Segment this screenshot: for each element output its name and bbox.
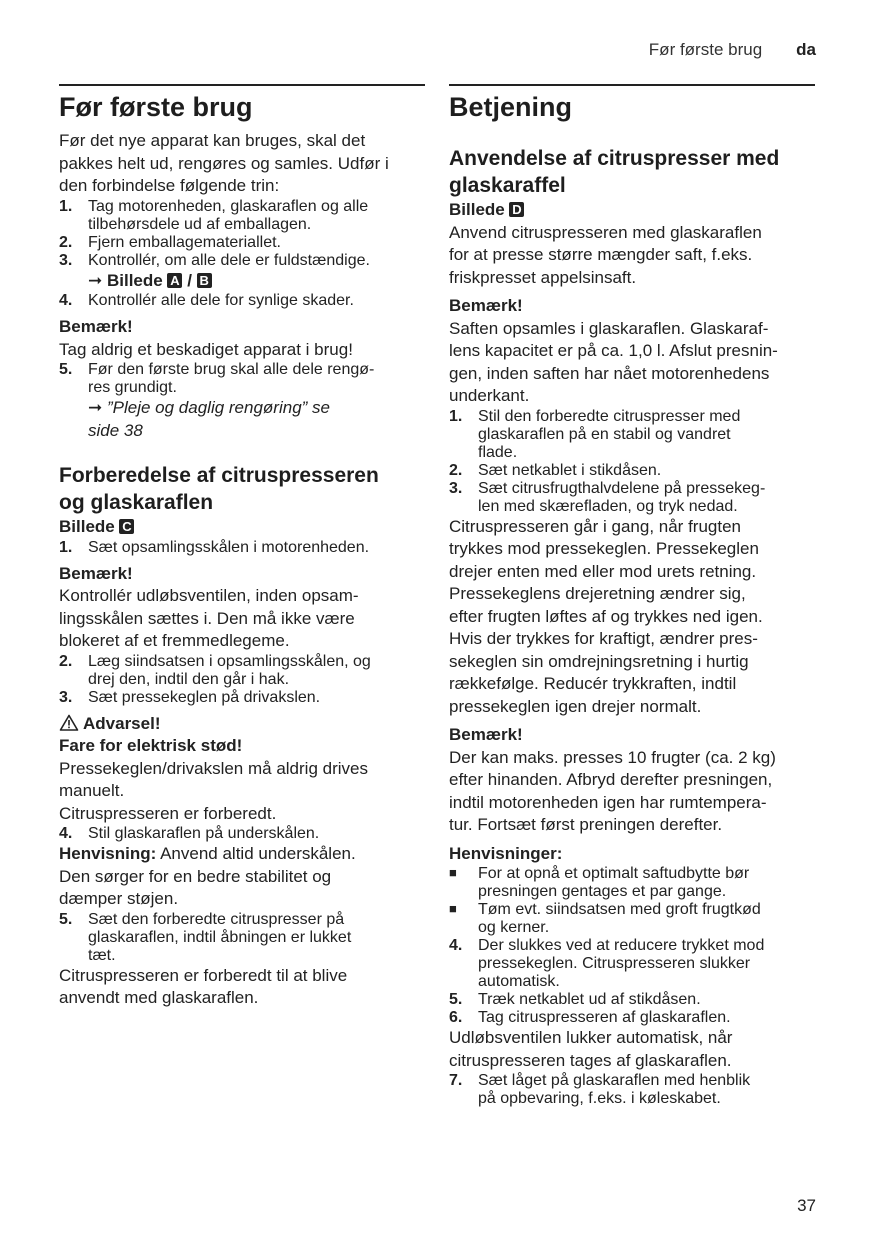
step-item: 2. Læg siindsatsen i opsamlingsskålen, og drej den, indtil den går i hak. bbox=[59, 652, 371, 688]
page-number: 37 bbox=[797, 1196, 816, 1215]
figure-box-c: C bbox=[119, 519, 134, 534]
step-item: 5. Før den første brug skal alle dele rengø- res grundigt. bbox=[59, 361, 375, 396]
step-item: 4. Der slukkes ved at reducere trykket mod pressekeglen. Citruspresseren slukker automatisk. bbox=[449, 937, 765, 990]
step-item: 1. Sæt opsamlingsskålen i motorenheden. bbox=[59, 538, 370, 556]
section-rule bbox=[59, 84, 425, 86]
step-item: 3. Sæt pressekeglen på drivakslen. bbox=[59, 688, 321, 706]
intro-line: den forbindelse følgende trin: bbox=[59, 176, 280, 195]
page-reference[interactable]: ➞ ”Pleje og daglig rengøring” se bbox=[88, 398, 330, 417]
hint-text: Henvisning: Anvend altid underskålen. bbox=[59, 844, 356, 863]
step-item: 5. Træk netkablet ud af stikdåsen. bbox=[449, 991, 701, 1008]
bullet-item: ■ For at opnå et optimalt saftudbytte bør presningen gentages et par gange. bbox=[449, 865, 750, 900]
page-reference[interactable]: side 38 bbox=[88, 420, 143, 440]
figure-box-b: B bbox=[197, 273, 212, 288]
step-item: 3. Sæt citrusfrugthalvdelene på pressekeg- len med skærefladen, og tryk nedad. bbox=[449, 479, 766, 515]
note-label: Bemærk! bbox=[59, 563, 133, 583]
subsection-title: Forberedelse af citruspresseren og glaskaraflen bbox=[59, 464, 379, 514]
right-title: Betjening bbox=[449, 92, 573, 122]
warning-icon bbox=[59, 714, 79, 731]
step-item: 4. Stil glaskaraflen på underskålen. bbox=[59, 825, 320, 842]
intro-line: Før det nye apparat kan bruges, skal det bbox=[59, 131, 366, 150]
figure-label: Billede C bbox=[59, 516, 425, 539]
subsection-title: Anvendelse af citruspresser med glaskaraffel bbox=[449, 147, 780, 197]
intro-line: pakkes helt ud, rengøres og samles. Udfør i bbox=[59, 153, 389, 173]
note-label: Bemærk! bbox=[449, 296, 523, 315]
note-label: Bemærk! bbox=[59, 317, 133, 336]
hints-label: Henvisninger: bbox=[449, 843, 563, 863]
step-item: 7. Sæt låget på glaskaraflen med henblik på opbevaring, f.eks. i køleskabet. bbox=[449, 1072, 751, 1107]
warning-subtitle: Fare for elektrisk stød! bbox=[59, 736, 243, 755]
running-header bbox=[649, 40, 816, 60]
step-item: 3. Kontrollér, om alle dele er fuldstændige. bbox=[59, 251, 370, 269]
note-text: Tag aldrig et beskadiget apparat i brug! bbox=[59, 339, 353, 359]
arrow-icon: ➞ bbox=[88, 398, 103, 417]
bullet-item: ■ Tøm evt. siindsatsen med groft frugtkød og kerner. bbox=[449, 901, 761, 936]
left-title: Før første brug bbox=[59, 92, 253, 122]
step-item: 1. Tag motorenheden, glaskaraflen og alle tilbehørsdele ud af emballagen. bbox=[59, 197, 369, 233]
step-item: 5. Sæt den forberedte citruspresser på glaskaraflen, indtil åbningen er lukket tæt. bbox=[59, 910, 352, 964]
header-language: da bbox=[796, 40, 816, 59]
arrow-icon: ➞ bbox=[88, 270, 103, 290]
right-column: Betjening Anvendelse af citruspresser med glaskaraffel Billede D Anvend citruspresseren med glaskaraflen for at presse større mængder saft, f.eks. friskpresset appelsinsaft. Bemærk! Saften opsamles i glaskaraflen. Glaskaraf- lens kapacitet er på ca. 1,0 l. Afslut presnin- gen, inden saften har nået motorenhedens underkant. 1. Stil den forberedte citruspresser med glaskaraflen på en stabil og vandret flade. 2. Sæt netkablet i stikdåsen. 3. Sæt citrusfrugthalvdelene på pressekeg- len med skærefladen, og tryk nedad. Citruspresseren går i gang, når frugten trykkes mod pressekeglen. Pressekeglen drejer enten med eller mod urets retning. Pressekeglens drejeretning ændrer sig, efter frugten løftes af og trykkes ned igen. Hvis der trykkes for kraftigt, ændrer pres- sekeglen sin omdrejningsretning i hurtig rækkefølge. Reducér trykkraften, indtil pressekeglen igen drejer normalt. Bemærk! Der kan maks. presses 10 frugter (ca. 2 kg) efter hinanden. Afbryd derefter presningen, indtil motorenheden igen har rumtempera- tur. Fortsæt først preningen derefter. Henvisninger: ■ For at opnå et optimalt saftudbytte bør presningen gentages et par gange. ■ Tøm evt. siindsatsen med groft frugtkød og kerner. 4. Der slukkes ved at reducere trykket mod pressekeglen. Citruspresseren slukker automatisk. 5. Træk netkablet ud af stikdåsen. 6. Tag citruspresseren af glaskaraflen. Udløbsventilen lukker automatisk, når citruspresseren tages af glaskaraflen. 7. Sæt låget på glaskaraflen med henblik på opbevaring, f.eks. i køleskabet. bbox=[449, 84, 815, 1108]
bullet-icon: ■ bbox=[449, 901, 457, 916]
note-label: Bemærk! bbox=[449, 725, 523, 744]
header-section: Før første brug bbox=[648, 40, 763, 59]
bullet-icon: ■ bbox=[449, 865, 457, 880]
figure-label: Billede D bbox=[449, 199, 815, 222]
step-item: 6. Tag citruspresseren af glaskaraflen. bbox=[449, 1009, 731, 1026]
section-rule bbox=[449, 84, 815, 86]
figure-box-a: A bbox=[167, 273, 182, 288]
left-column: Før første brug Før det nye apparat kan bruges, skal det pakkes helt ud, rengøres og samles. Udfør i den forbindelse følgende trin: 1. Tag motorenheden, glaskaraflen og alle tilbehørsdele ud af emballagen. 2. Fjern emballagemateriallet. 3. Kontrollér, om alle dele er fuldstændige. ➞ Billede A / B 4. Kontrollér alle dele for synlige skader. Bemærk! Tag aldrig et beskadiget apparat i brug! 5. Før den første brug skal alle dele rengø- res grundigt. ➞ ”Pleje og daglig rengøring” se side 38 Forberedelse af citruspresseren og glaskaraflen Billede C 1. Sæt opsamlingsskålen i motorenheden. Bemærk! Kontrollér udløbsventilen, inden opsam- lingsskålen sættes i. Den må ikke være blokeret af et fremmedlegeme. 2. Læg siindsatsen i opsamlingsskålen, og drej den, indtil den går i hak. 3. Sæt pressekeglen på drivakslen. Advarsel! Fare for elektrisk stød! Pressekeglen/drivakslen må aldrig drives manuelt. Citruspresseren er forberedt. 4. Stil glaskaraflen på underskålen. Henvisning: Anvend altid underskålen. Den sørger for en bedre stabilitet og dæmper støjen. 5. Sæt den forberedte citruspresser på glaskaraflen, indtil åbningen er lukket tæt. Citruspresseren er forberedt til at blive anvendt med glaskaraflen. bbox=[59, 84, 425, 1010]
step-item: 2. Sæt netkablet i stikdåsen. bbox=[449, 461, 662, 479]
figure-reference: ➞ Billede A / B bbox=[59, 270, 425, 293]
step-item: 4. Kontrollér alle dele for synlige skader. bbox=[59, 292, 354, 309]
step-item: 2. Fjern emballagemateriallet. bbox=[59, 233, 281, 251]
warning-label: Advarsel! bbox=[59, 713, 425, 736]
figure-box-d: D bbox=[509, 202, 524, 217]
step-item: 1. Stil den forberedte citruspresser med glaskaraflen på en stabil og vandret flade. bbox=[449, 407, 741, 461]
